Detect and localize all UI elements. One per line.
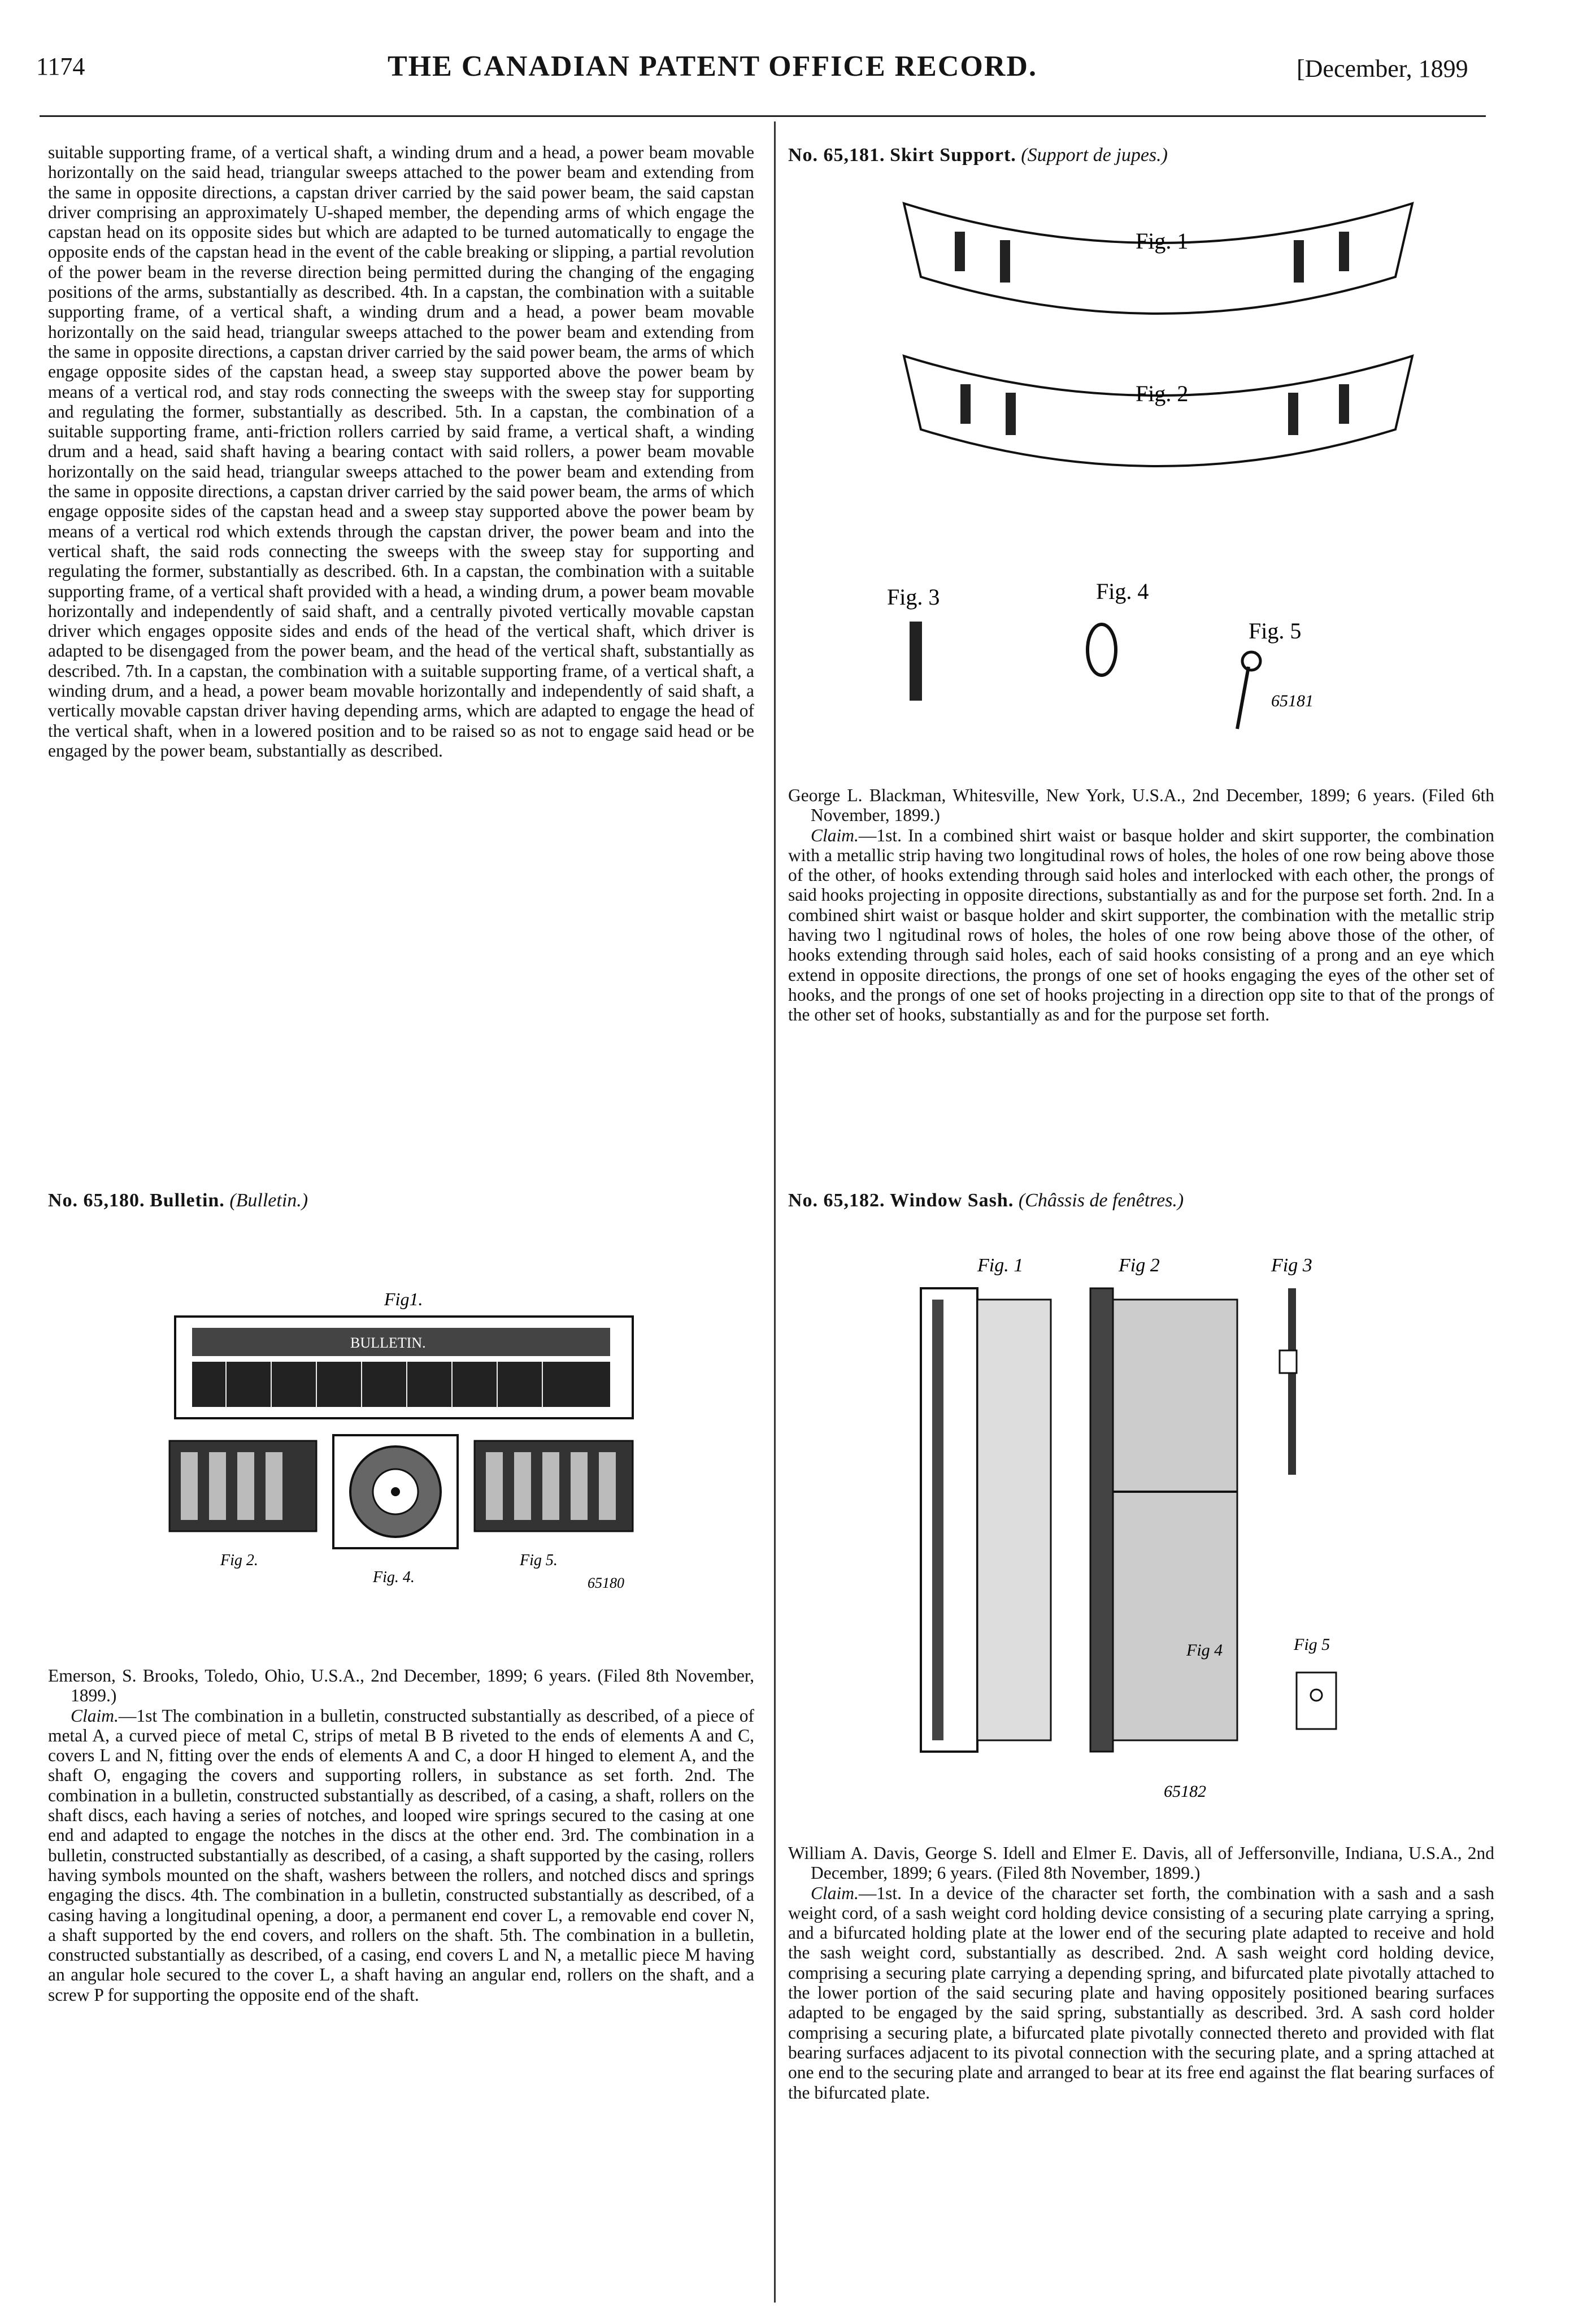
column-divider xyxy=(774,121,776,2303)
fig4-label: Fig. 4 xyxy=(1096,579,1149,604)
patent-65181-body xyxy=(788,785,1494,1025)
inventor: George L. Blackman, Whitesville, New York, U.S.A., 2nd December, 1899; 6 years. (Filed 6th November, 1899.) xyxy=(788,785,1494,826)
window-sash-figure xyxy=(881,1237,1446,1802)
figure-ref-number: 65180 xyxy=(588,1575,624,1591)
patent-65182-heading xyxy=(788,1190,1184,1211)
fig5-label: Fig 5. xyxy=(520,1552,558,1569)
left-column xyxy=(48,142,754,761)
claim-label: Claim. xyxy=(811,1883,859,1903)
patent-name: Bulletin. xyxy=(150,1190,225,1211)
claim-text: —1st The combination in a bulletin, constructed substantially as described, of a piece of metal A, a curved piece of metal C, strips of metal B B riveted to the ends of elements A and C, covers L and N, fitting over the ends of elements A and C, a door H hinged to element A, and the shaft O, engaging the covers and supporting rollers, in substance as set forth. 2nd. The combination in a bulletin, constructed substantially as described, of a casing, a shaft, rollers on the shaft discs, each having a series of notches, and looped wire springs secured to the casing at one end and adapted to engage the notches in the discs at the other end. 3rd. The combination in a bulletin, constructed substantially as described, of a casing, a shaft supported by the casing, rollers having symbols mounted on the shaft, washers between the rollers, and notched discs and springs engaging the discs. 4th. The combination in a bulletin, constructed substantially as described, of a casing having a longitudinal opening, a door, a permanent end cover L, a removable end cover N, a shaft supported by the end covers, and rollers on the shaft. 5th. The combination in a bulletin, constructed substantially as described, of a casing, end covers L and N, a metallic piece M having an angular hole secured to the cover L, a shaft having an angular end, rollers on the shaft, and a screw P for supporting the opposite end of the shaft. xyxy=(48,1705,754,2005)
patent-number: No. 65,181. xyxy=(788,145,885,166)
patent-french-name: (Châssis de fenêtres.) xyxy=(1018,1190,1184,1211)
patent-65180-heading xyxy=(48,1190,308,1211)
bulletin-sign: BULLETIN. xyxy=(350,1335,426,1351)
fig4-label: Fig 4 xyxy=(1186,1641,1223,1660)
patent-french-name: (Bulletin.) xyxy=(229,1190,308,1211)
patent-65180-body xyxy=(48,1666,754,2005)
claim-label: Claim. xyxy=(71,1705,119,1726)
fig5-label: Fig 5 xyxy=(1294,1635,1330,1654)
fig3-label: Fig 3 xyxy=(1271,1255,1312,1276)
fig1-label: Fig. 1 xyxy=(977,1255,1024,1276)
fig2-label: Fig 2. xyxy=(220,1552,258,1569)
fig4-label: Fig. 4. xyxy=(373,1569,415,1586)
patent-name: Skirt Support. xyxy=(890,145,1016,166)
patent-french-name: (Support de jupes.) xyxy=(1021,145,1168,166)
figure-ref-number: 65181 xyxy=(1271,692,1314,710)
patent-65181-heading xyxy=(788,145,1168,166)
inventor: Emerson, S. Brooks, Toledo, Ohio, U.S.A., 2nd December, 1899; 6 years. (Filed 8th November, 1899.) xyxy=(48,1666,754,1706)
fig1-label: Fig1. xyxy=(384,1289,423,1309)
fig1-label: Fig. 1 xyxy=(1136,228,1189,254)
header-rule xyxy=(40,115,1486,117)
fig3-label: Fig. 3 xyxy=(887,584,940,610)
fig2-label: Fig. 2 xyxy=(1136,381,1189,406)
claim-text: —1st. In a device of the character set forth, the combination with a sash and a sash weight cord, of a sash weight cord holding device consisting of a securing plate carrying a spring, and a bifurcated holding plate at the lower end of the securing plate adapted to receive and hold the sash weight cord, substantially as described. 2nd. A sash weight cord holding device, comprising a securing plate carrying a depending spring, and bifurcated plate pivotally attached to the lower portion of the said securing plate and having oppositely positioned bearing surfaces adapted to be engaged by the said spring, substantially as described. 3rd. A sash cord holder comprising a securing plate, a bifurcated plate pivotally connected thereto and provided with flat bearing surfaces adjacent to its pivotal connection with the securing plate, and a spring attached at one end to the securing plate and arranged to bear at its free end against the flat bearing surfaces of the bifurcated plate. xyxy=(788,1883,1494,2103)
patent-number: No. 65,180. xyxy=(48,1190,145,1211)
patent-65182-body xyxy=(788,1843,1494,2103)
claims xyxy=(788,826,1494,1025)
skirt-support-figure xyxy=(887,186,1429,752)
patent-number: No. 65,182. xyxy=(788,1190,885,1211)
fig5-label: Fig. 5 xyxy=(1249,618,1302,644)
claims xyxy=(788,1883,1494,2103)
inventor: William A. Davis, George S. Idell and Elmer E. Davis, all of Jeffersonville, Indiana, U.S.A., 2nd December, 1899; 6 years. (Filed 8th November, 1899.) xyxy=(788,1843,1494,1883)
issue-date: [December, 1899 xyxy=(1297,55,1468,82)
page-number: 1174 xyxy=(36,53,85,80)
journal-title: THE CANADIAN PATENT OFFICE RECORD. xyxy=(388,50,1037,82)
fig2-label: Fig 2 xyxy=(1119,1255,1160,1276)
claim-label: Claim. xyxy=(811,825,859,845)
figure-ref-number: 65182 xyxy=(1164,1782,1206,1801)
claim-text: —1st. In a combined shirt waist or basque holder and skirt supporter, the combination with a metallic strip having two longitudinal rows of holes, the holes of one row being above those of the other, of hooks extending through said holes and interlocked with each other, the prongs of said hooks projecting in opposite directions, substantially as and for the purpose set forth. 2nd. In a combined shirt waist or basque holder and skirt supporter, the combination with the metallic strip having two l ngitudinal rows of holes, the holes of one row being above those of the other, of hooks extending through said holes, each of said hooks consisting of a prong and an eye which extend in opposite directions, the prongs of one set of hooks engaging the eyes of the other set of hooks, and the prongs of one set of hooks projecting in a direction opp site to that of the prongs of the other set of hooks, substantially as and for the purpose set forth. xyxy=(788,825,1494,1025)
bulletin-figure xyxy=(147,1271,667,1610)
patent-name: Window Sash. xyxy=(890,1190,1014,1211)
claims xyxy=(48,1706,754,2005)
continued-claims: suitable supporting frame, of a vertical shaft, a winding drum and a head, a power beam movable horizontally on the said head, triangular sweeps attached to the power beam and extending from the same in opposite directions, a capstan driver carried by the said power beam, the said capstan driver comprising an approximately U-shaped member, the depending arms of which engage the capstan head on its opposite sides but which are adapted to be turned automatically to engage the opposite ends of the capstan head in the event of the cable breaking or slipping, a partial revolution of the power beam in the reverse direction being permitted during the changing of the engaging positions of the arms, substantially as described. 4th. In a capstan, the combination with a suitable supporting frame, of a vertical shaft, a winding drum and a head, a power beam movable horizontally on the said head, triangular sweeps attached to the power beam and extending from the same in opposite directions, a capstan driver carried by the said power beam, the arms of which engage opposite sides of the capstan head, a sweep stay supported above the power beam by means of a vertical rod, and stay rods connecting the sweeps with the sweep stay for supporting and regulating the former, substantially as described. 5th. In a capstan, the combination of a suitable supporting frame, anti-friction rollers carried by said frame, a vertical shaft, a winding drum and a head, said shaft having a bearing contact with said rollers, a power beam movable horizontally on the said head, triangular sweeps attached to the power beam and extending from the same in opposite directions, a capstan driver carried by the said power beam, the arms of which engage opposite sides of the capstan head and a sweep stay supported above the power beam by means of a vertical rod which extends through the capstan driver, the power beam and into the vertical shaft, the said rods connecting the sweeps with the sweep stay for supporting and regulating the former, substantially as described. 6th. In a capstan, the combination with a suitable supporting frame, of a vertical shaft provided with a head, a winding drum, a power beam movable horizontally and independently of said shaft, and a centrally pivoted vertically movable capstan driver which engages opposite sides and ends of the head of the vertical shaft, which driver is adapted to be disengaged from the power beam, and the head of the vertical shaft, substantially as described. 7th. In a capstan, the combination with a suitable supporting frame, of a vertical shaft, a winding drum, and a head, a power beam movable horizontally and independently of said shaft, a vertically movable capstan driver having depending arms, which are adapted to engage the head of the vertical shaft, when in a lowered position and to be raised so as not to engage said head or be engaged by the power beam, substantially as described. xyxy=(48,142,754,761)
